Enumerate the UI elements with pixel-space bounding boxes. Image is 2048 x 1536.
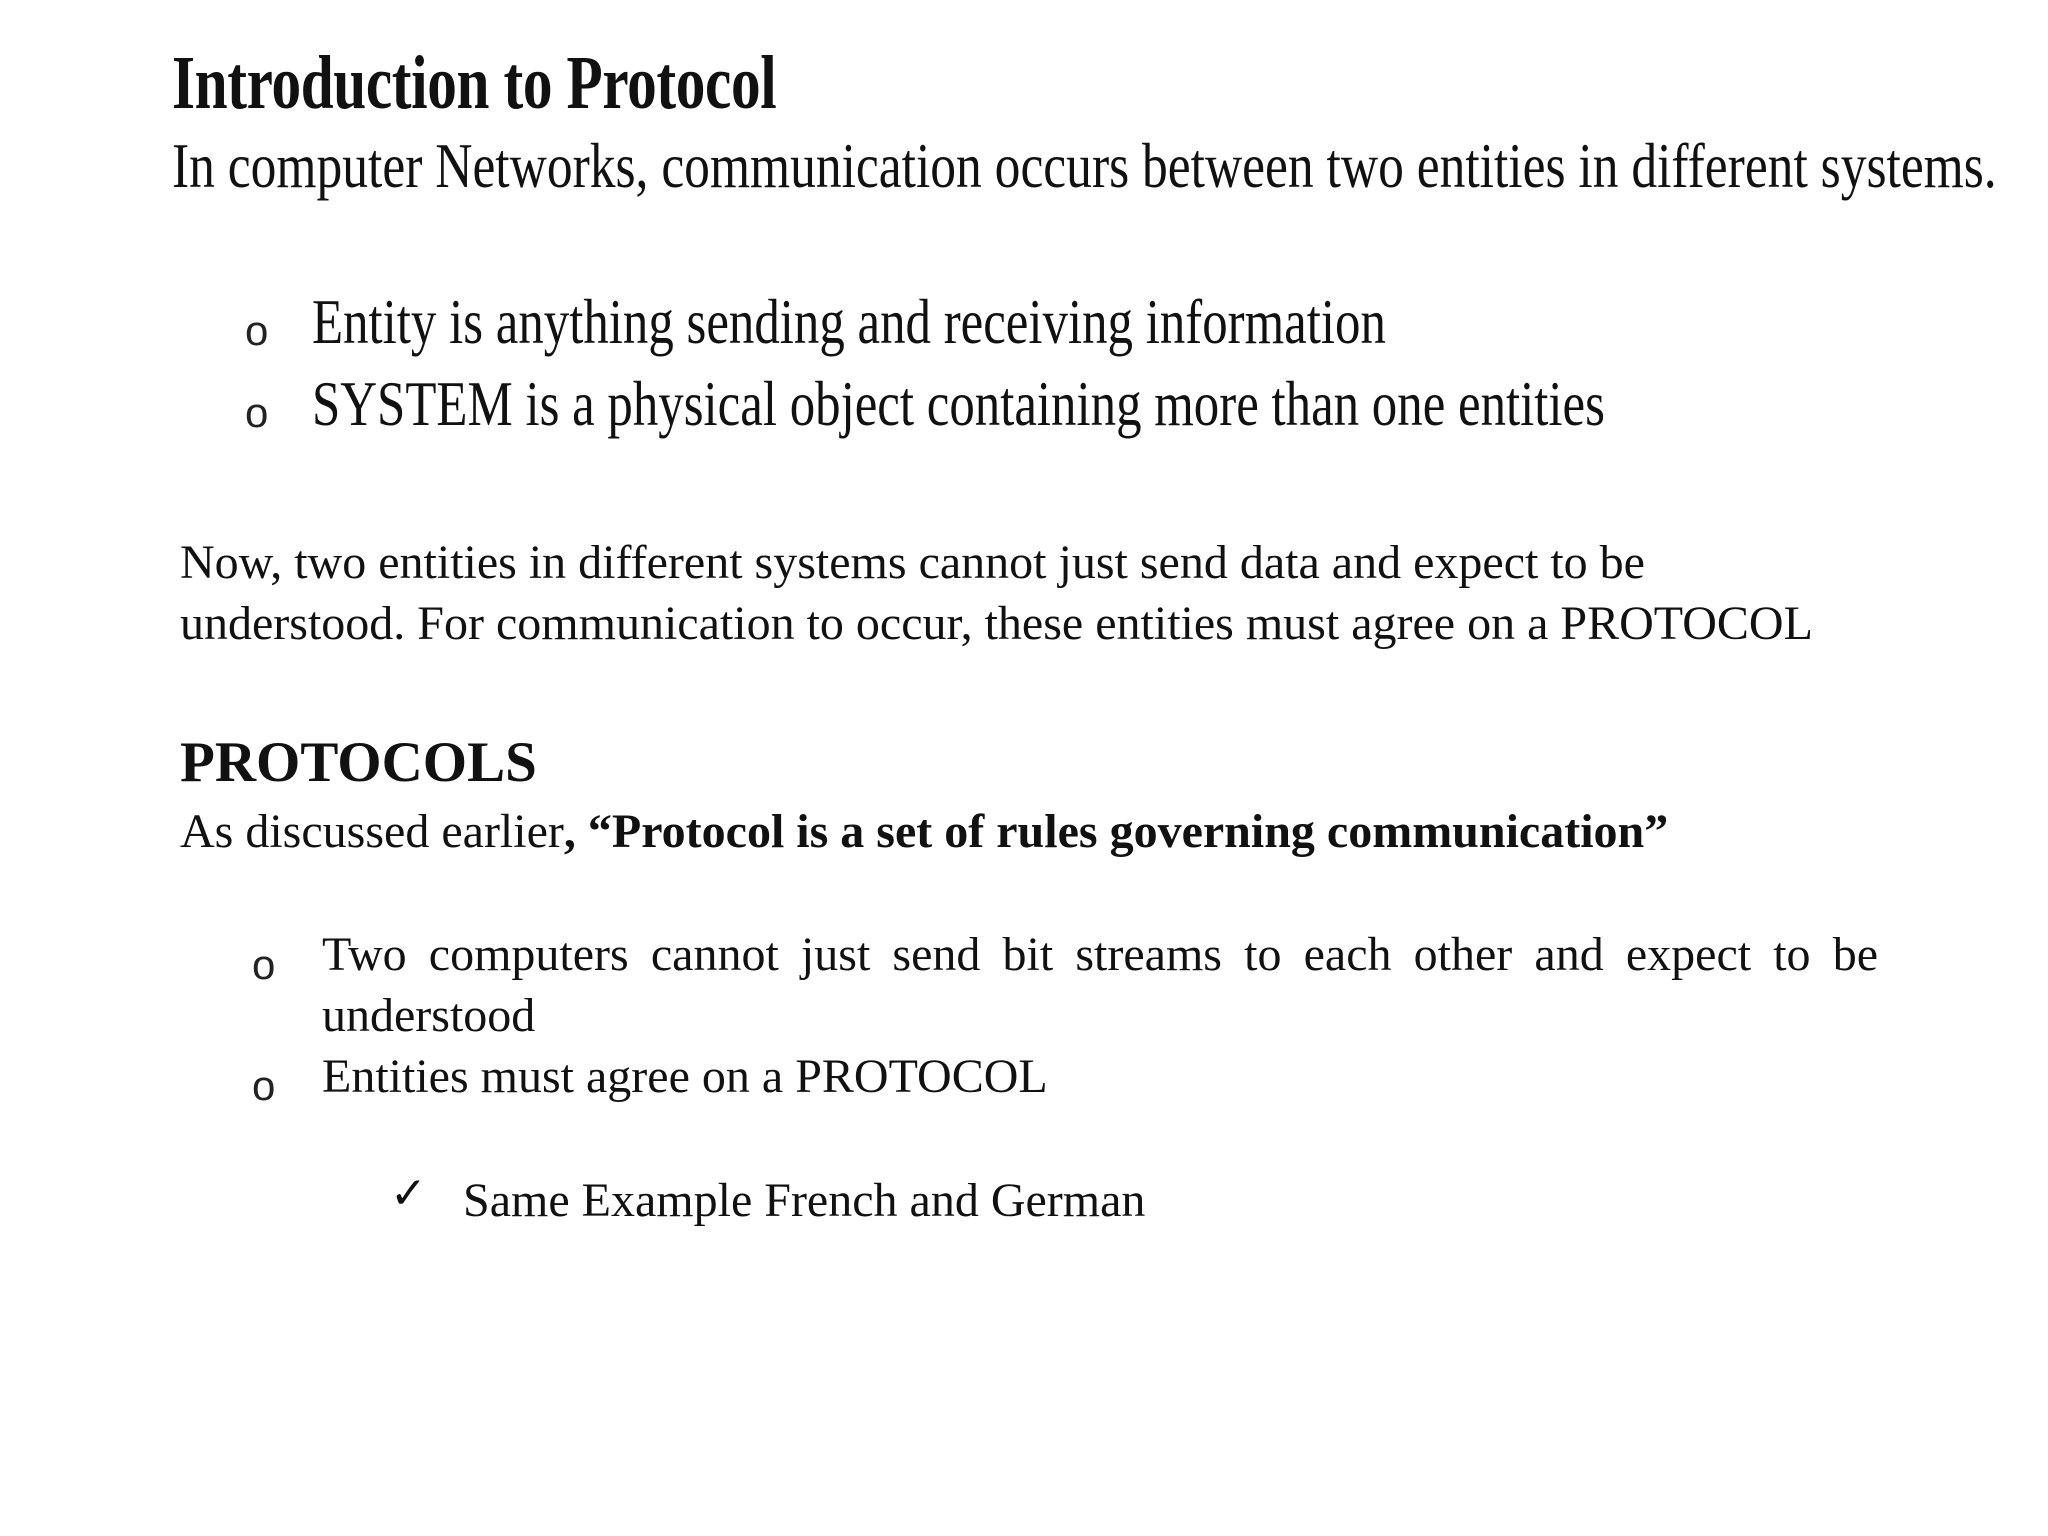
bullet-entity-definition: Entity is anything sending and receiving information [312, 286, 1386, 357]
definition-prefix: As discussed earlier [180, 805, 564, 858]
bullet-bit-streams: Two computers cannot just send bit streams to each other and expect to be understood [322, 928, 1878, 1042]
example-sub-bullet: Same Example French and German [463, 1174, 1146, 1227]
section-heading-protocols: PROTOCOLS [180, 731, 537, 794]
bullet-agree-protocol: Entities must agree on a PROTOCOL [322, 1050, 1048, 1103]
intro-paragraph: In computer Networks, communication occurs between two entities in different systems. [172, 130, 1997, 201]
bullet-system-definition: SYSTEM is a physical object containing more than one entities [312, 368, 1605, 439]
protocol-need-paragraph: Now, two entities in different systems cannot just send data and expect to be understood. For communication to occur, these entities must agree on a PROTOCOL [180, 536, 1813, 650]
definition-quote: , “Protocol is a set of rules governing communication” [563, 805, 1669, 858]
bullet-marker-icon: o [252, 941, 276, 988]
page-title: Introduction to Protocol [172, 41, 777, 125]
bullet-marker-icon: o [245, 307, 269, 354]
protocol-definition [180, 802, 1668, 862]
checkmark-icon: ✓ [390, 1168, 427, 1219]
bullet-marker-icon: o [245, 389, 269, 436]
bullet-marker-icon: o [252, 1062, 276, 1109]
